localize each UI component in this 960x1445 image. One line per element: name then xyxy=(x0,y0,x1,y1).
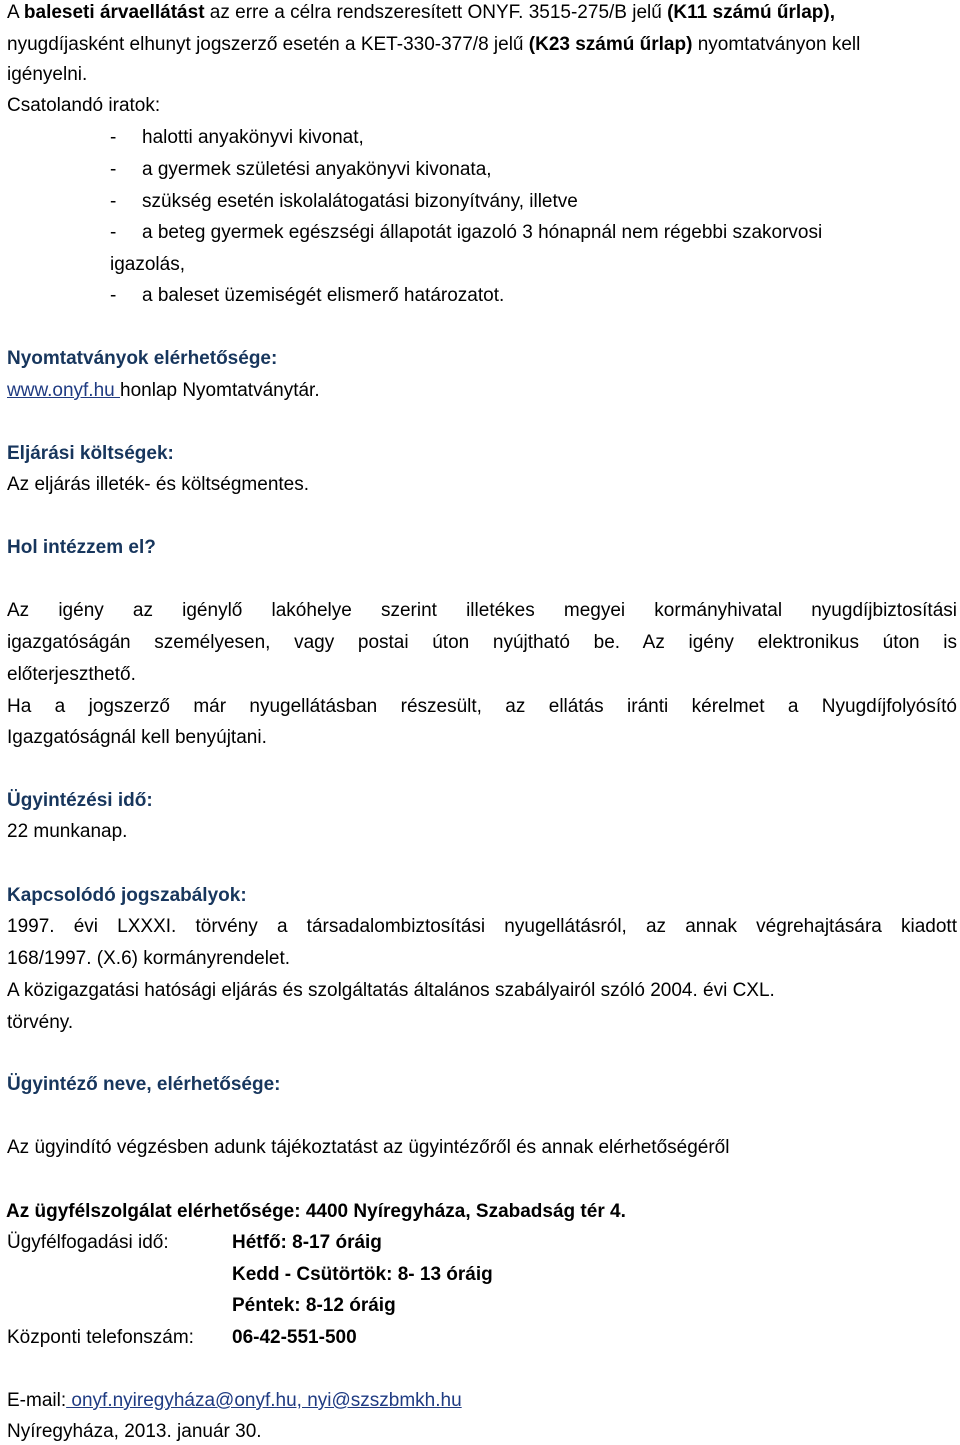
clerk-heading: Ügyintéző neve, elérhetősége: xyxy=(7,1074,281,1095)
list-dash: - xyxy=(110,191,117,212)
list-dash: - xyxy=(110,127,117,148)
phone-number: 06-42-551-500 xyxy=(232,1327,357,1348)
list-dash: - xyxy=(110,285,117,306)
where-p1-line-1: Az igény az igénylő lakóhelye szerint illetékes megyei kormányhivatal nyugdíjbiztosítási xyxy=(7,600,957,621)
costs-text: Az eljárás illeték- és költségmentes. xyxy=(7,474,310,495)
phone-label: Központi telefonszám: xyxy=(7,1327,194,1348)
clerk-text: Az ügyindító végzésben adunk tájékoztatást az ügyintézőről és annak elérhetőségéről xyxy=(7,1137,730,1158)
processing-heading: Ügyintézési idő: xyxy=(7,790,153,811)
laws-line-1: 1997. évi LXXXI. törvény a társadalombiztosítási nyugellátásról, az annak végrehajtására kiadott xyxy=(7,916,957,937)
list-item: szükség esetén iskolalátogatási bizonyítvány, illetve xyxy=(142,191,578,212)
processing-text: 22 munkanap. xyxy=(7,821,128,842)
where-p2-line-2: Igazgatóságnál kell benyújtani. xyxy=(7,727,267,748)
footer-date: Nyíregyháza, 2013. január 30. xyxy=(7,1421,262,1442)
intro-line-3: igényelni. xyxy=(7,64,88,85)
laws-line-3: A közigazgatási hatósági eljárás és szolgáltatás általános szabályairól szóló 2004. évi CXL. xyxy=(7,980,775,1001)
hours-row-3: Péntek: 8-12 óráig xyxy=(232,1295,396,1316)
intro-line-1: A baleseti árvaellátást az erre a célra rendszeresített ONYF. 3515-275/B jelű (K11 számú űrlap), xyxy=(7,2,835,23)
where-p1-line-3: előterjeszthető. xyxy=(7,664,136,685)
forms-line: www.onyf.hu honlap Nyomtatványtár. xyxy=(7,380,320,401)
list-item: a gyermek születési anyakönyvi kivonata, xyxy=(142,159,492,180)
list-item: a baleset üzemiségét elismerő határozatot. xyxy=(142,285,505,306)
hours-label: Ügyfélfogadási idő: xyxy=(7,1232,169,1253)
hours-row-2: Kedd - Csütörtök: 8- 13 óráig xyxy=(232,1264,493,1285)
phone-row xyxy=(7,1326,357,1350)
where-p1-line-2: igazgatóságán személyesen, vagy postai úton nyújtható be. Az igény elektronikus úton is xyxy=(7,632,957,653)
office-address: Az ügyfélszolgálat elérhetősége: 4400 Nyíregyháza, Szabadság tér 4. xyxy=(6,1201,626,1222)
email-label: E-mail: xyxy=(7,1390,67,1411)
list-item-continued: igazolás, xyxy=(110,254,185,275)
list-item: a beteg gyermek egészségi állapotát igazoló 3 hónapnál nem régebbi szakorvosi xyxy=(142,222,823,243)
email-links[interactable]: onyf.nyiregyháza@onyf.hu, nyi@szszbmkh.hu xyxy=(66,1390,462,1411)
laws-heading: Kapcsolódó jogszabályok: xyxy=(7,885,247,906)
laws-line-4: törvény. xyxy=(7,1012,74,1033)
where-heading: Hol intézzem el? xyxy=(7,537,156,558)
intro-line-2: nyugdíjasként elhunyt jogszerző esetén a KET-330-377/8 jelű (K23 számú űrlap) nyomtatványon kell xyxy=(7,34,861,55)
forms-heading: Nyomtatványok elérhetősége: xyxy=(7,348,278,369)
onyf-link[interactable]: www.onyf.hu xyxy=(7,380,120,401)
where-p2-line-1: Ha a jogszerző már nyugellátásban részesült, az ellátás iránti kérelmet a Nyugdíjfolyósító xyxy=(7,696,957,717)
list-item: halotti anyakönyvi kivonat, xyxy=(142,127,364,148)
laws-line-2: 168/1997. (X.6) kormányrendelet. xyxy=(7,948,291,969)
attachments-title: Csatolandó iratok: xyxy=(7,95,161,116)
list-dash: - xyxy=(110,159,117,180)
hours-row-1: Ügyfélfogadási idő: Hétfő: 8-17 óráig xyxy=(7,1232,382,1253)
email-row xyxy=(7,1389,462,1413)
costs-heading: Eljárási költségek: xyxy=(7,443,174,464)
list-dash: - xyxy=(110,222,117,243)
